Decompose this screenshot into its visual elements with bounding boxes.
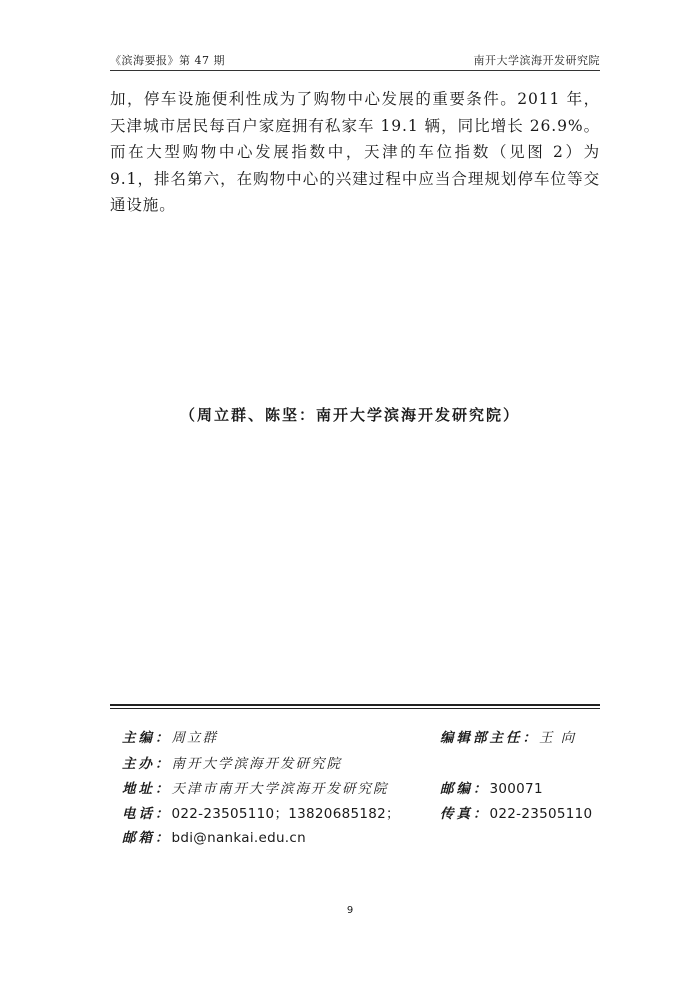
editor-value: 周立群 [171, 730, 218, 746]
colophon-rule-thin [110, 708, 600, 709]
director-value: 王 向 [539, 730, 577, 746]
institution-name: 南开大学滨海开发研究院 [473, 54, 600, 67]
director-label: 编辑部主任： [440, 730, 539, 746]
address-value: 天津市南开大学滨海开发研究院 [171, 781, 389, 797]
phone-value: 022-23505110；13820685182； [171, 806, 400, 822]
journal-issue-title: 《滨海要报》第 47 期 [110, 54, 225, 67]
colophon-rule-thick [110, 704, 600, 706]
postcode-row [440, 777, 543, 797]
fax-row [440, 802, 592, 822]
author-attribution: （周立群、陈坚：南开大学滨海开发研究院） [179, 406, 520, 424]
email-label: 邮箱： [122, 830, 172, 846]
email-row [122, 826, 306, 846]
postcode-label: 邮编： [440, 781, 490, 797]
body-paragraph: 加，停车设施便利性成为了购物中心发展的重要条件。2011 年，天津城市居民每百户家庭拥有私家车 19.1 辆，同比增长 26.9%。而在大型购物中心发展指数中，天津的车位指数（见图 2）为 9.1，排名第六，在购物中心的兴建过程中应当合理规划停车位等交通设施。 [110, 90, 600, 214]
organizer-row [122, 752, 342, 772]
fax-label: 传真： [440, 806, 490, 822]
page-number: 9 [346, 905, 354, 916]
email-link[interactable]: bdi@nankai.edu.cn [171, 830, 306, 846]
address-row [122, 777, 389, 797]
postcode-value: 300071 [489, 781, 543, 797]
editor-row [122, 726, 218, 746]
director-row [440, 726, 576, 746]
organizer-value: 南开大学滨海开发研究院 [171, 756, 342, 772]
organizer-label: 主办： [122, 756, 172, 772]
address-label: 地址： [122, 781, 172, 797]
phone-label: 电话： [122, 806, 172, 822]
fax-value: 022-23505110 [489, 806, 593, 822]
phone-row [122, 802, 400, 822]
page-header [110, 48, 600, 71]
colophon [110, 704, 600, 854]
editor-label: 主编： [122, 730, 172, 746]
